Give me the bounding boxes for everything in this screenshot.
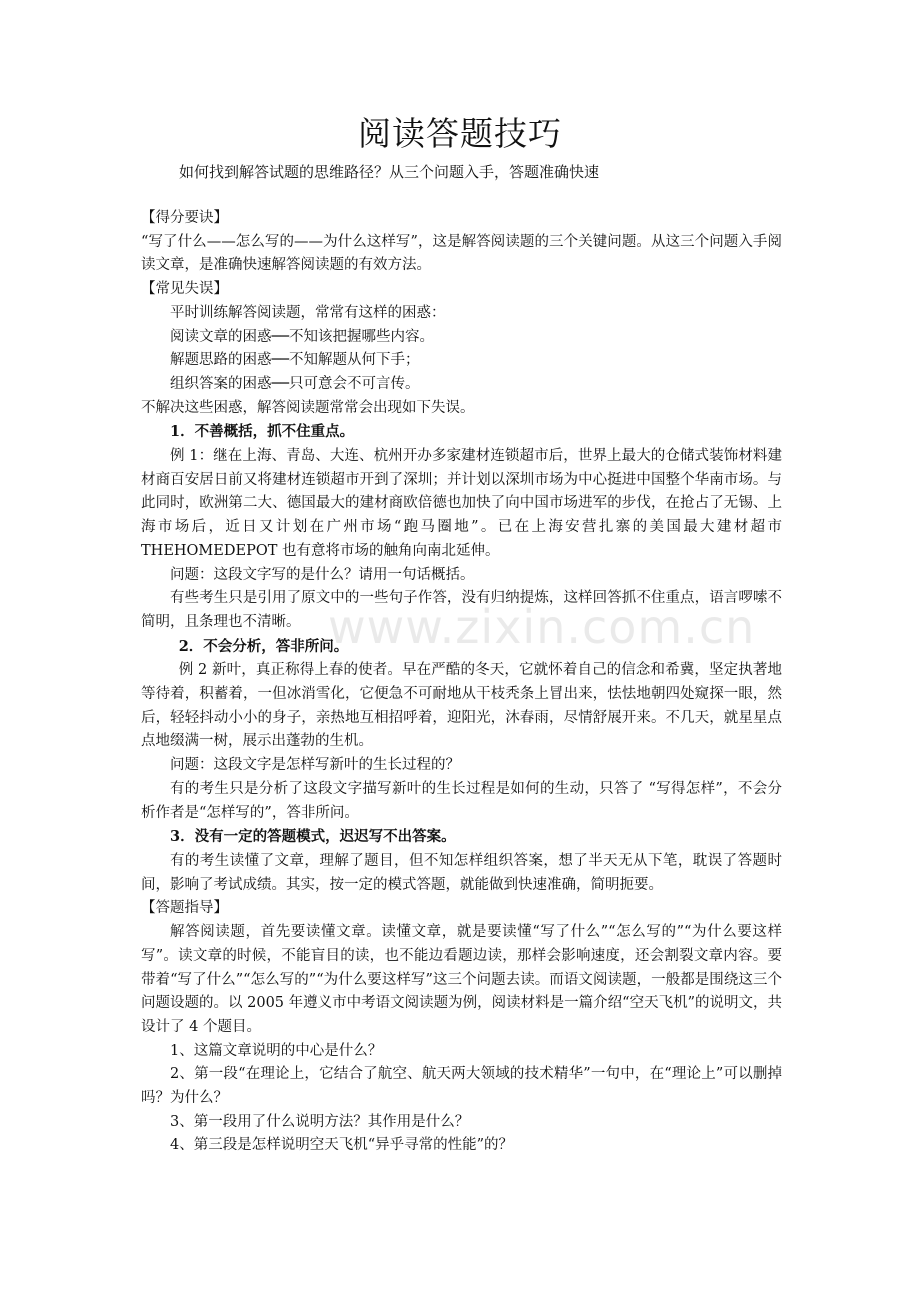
list-item: 2、第一段“在理论上，它结合了航空、航天两大领域的技术精华”一句中，在“理论上”可以删掉吗？为什么？: [141, 1066, 782, 1107]
subheading-2-text: 2．不会分析，答非所问。: [178, 637, 349, 655]
document-title: 阅读答题技巧: [358, 114, 562, 153]
subheading-1-text: 1．不善概括，抓不住重点。: [170, 423, 355, 441]
document-body: [141, 207, 782, 1158]
list-item: 3、第一段用了什么说明方法？其作用是什么？: [170, 1113, 470, 1130]
document-subtitle: 如何找到解答试题的思维路径？从三个问题入手，答题准确快速: [179, 163, 600, 181]
question-1: 问题：这段文字写的是什么？请用一句话概括。: [170, 566, 475, 583]
body-paragraph: “写了什么——怎么写的——为什么这样写”，这是解答阅读题的三个关键问题。从这三个问题入手阅读文章，是准确快速解答阅读题的有效方法。: [141, 233, 782, 274]
section-heading-answer-guide: 【答题指导】: [141, 900, 228, 917]
body-paragraph: 解答阅读题，首先要读懂文章。读懂文章，就是要读懂“写了什么”“怎么写的”“为什么要这样写”。读文章的时候，不能盲目的读，也不能边看题边读，那样会影响速度，还会割裂文章内容。要带着“写了什么”“怎么写的”“为什么要这样写”这三个问题去读。而语文阅读题，一般都是围绕这三个问题设题的。以 2005 年遵义市中考语文阅读题为例，阅读材料是一篇介绍“空天飞机”的说明文，共设计了 4 个题目。: [141, 924, 782, 1035]
example-1: 例 1：继在上海、青岛、大连、杭州开办多家建材连锁超市后，世界上最大的仓储式装饰材料建材商百安居日前又将建材连锁超市开到了深圳；并计划以深圳市场为中心挺进中国整个华南市场。与此同时，欧洲第二大、德国最大的建材商欧倍德也加快了向中国市场进军的步伐，在抢占了无锡、上海市场后，近日又计划在广州市场“跑马圈地”。已在上海安营扎寨的美国最大建材超市 THEHOMEDEPOT 也有意将市场的触角向南北延伸。: [141, 448, 782, 559]
body-paragraph: 有些考生只是引用了原文中的一些句子作答，没有归纳提炼，这样回答抓不住重点，语言啰嗦不简明，且条理也不清晰。: [141, 590, 782, 630]
subheading-1: [141, 420, 782, 445]
watermark: www.zixin.com.cn: [328, 600, 756, 654]
list-item: 1、这篇文章说明的中心是什么？: [170, 1042, 383, 1059]
section-heading-scoring-tips: 【得分要诀】: [141, 210, 228, 226]
body-paragraph: 组织答案的困惑──只可意会不可言传。: [170, 375, 420, 392]
body-paragraph: 有的考生只是分析了这段文字描写新叶的生长过程是如何的生动，只答了 “写得怎样”，不会分析作者是“怎样写的”，答非所问。: [141, 780, 782, 821]
subheading-3: [141, 825, 782, 850]
section-heading-common-mistakes: 【常见失误】: [141, 281, 228, 298]
body-paragraph: 不解决这些困惑，解答阅读题常常会出现如下失误。: [141, 399, 475, 416]
question-2: 问题：这段文字是怎样写新叶的生长过程的？: [170, 757, 460, 774]
body-paragraph: 解题思路的困惑──不知解题从何下手；: [170, 352, 420, 369]
body-paragraph: 阅读文章的困惑──不知该把握哪些内容。: [170, 328, 434, 345]
example-2: 例 2 新叶，真正称得上春的使者。早在严酷的冬天，它就怀着自己的信念和希冀，坚定执著地等待着，积蓄着，一但冰消雪化，它便急不可耐地从干枝秃条上冒出来，怯怯地朝四处窥探一眼，然后，轻轻抖动小小的身子，亲热地互相招呼着，迎阳光，沐春雨，尽情舒展开来。不几天，就星星点点地缀满一树，展示出蓬勃的生机。: [141, 662, 782, 750]
body-paragraph: 有的考生读懂了文章，理解了题目，但不知怎样组织答案，想了半天无从下笔，耽误了答题时间，影响了考试成绩。其实，按一定的模式答题，就能做到快速准确，简明扼要。: [141, 852, 782, 893]
subheading-3-text: 3．没有一定的答题模式，迟迟写不出答案。: [170, 828, 456, 846]
body-paragraph: 平时训练解答阅读题，常常有这样的困惑：: [170, 304, 446, 321]
list-item: 4、第三段是怎样说明空天飞机“异乎寻常的性能”的？: [170, 1137, 514, 1154]
